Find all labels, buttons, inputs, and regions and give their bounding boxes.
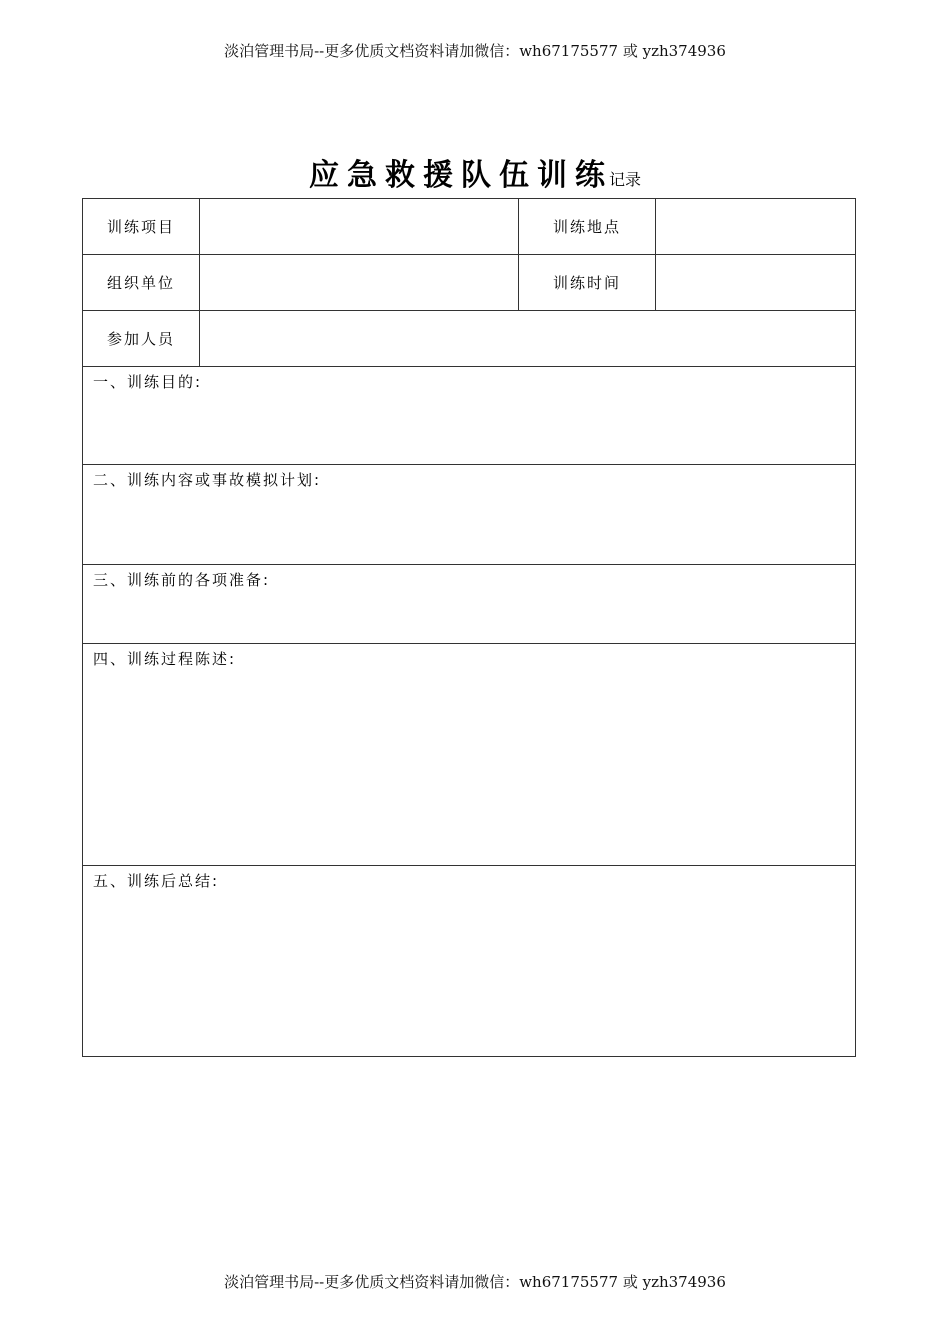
section-summary[interactable]: 五、训练后总结:: [83, 866, 856, 1057]
label-training-project: 训练项目: [83, 199, 200, 255]
label-training-location: 训练地点: [519, 199, 656, 255]
form-row-project: [83, 199, 856, 255]
form-row-participants: [83, 311, 856, 367]
section-row-preparation: [83, 565, 856, 644]
section-preparation[interactable]: 三、训练前的各项准备:: [83, 565, 856, 644]
field-training-time[interactable]: [656, 255, 856, 311]
field-participants[interactable]: [200, 311, 856, 367]
title-main: 应急救援队伍训练: [308, 158, 613, 193]
page-title: [0, 150, 950, 194]
footer-watermark: 淡泊管理书局--更多优质文档资料请加微信：wh67175577 或 yzh374936: [224, 1273, 726, 1291]
section-row-content: [83, 465, 856, 565]
label-organizer: 组织单位: [83, 255, 200, 311]
section-training-content[interactable]: 二、训练内容或事故模拟计划:: [83, 465, 856, 565]
section-row-process: [83, 644, 856, 866]
field-training-project[interactable]: [200, 199, 519, 255]
label-training-time: 训练时间: [519, 255, 656, 311]
header-watermark: 淡泊管理书局--更多优质文档资料请加微信：wh67175577 或 yzh374936: [224, 42, 726, 60]
form-row-organizer: [83, 255, 856, 311]
label-participants: 参加人员: [83, 311, 200, 367]
field-organizer[interactable]: [200, 255, 519, 311]
field-training-location[interactable]: [656, 199, 856, 255]
section-process-description[interactable]: 四、训练过程陈述:: [83, 644, 856, 866]
training-record-form: [82, 198, 856, 1057]
section-training-purpose[interactable]: 一、训练目的:: [83, 367, 856, 465]
section-row-summary: [83, 866, 856, 1057]
section-row-purpose: [83, 367, 856, 465]
title-sub: 记录: [608, 170, 641, 189]
